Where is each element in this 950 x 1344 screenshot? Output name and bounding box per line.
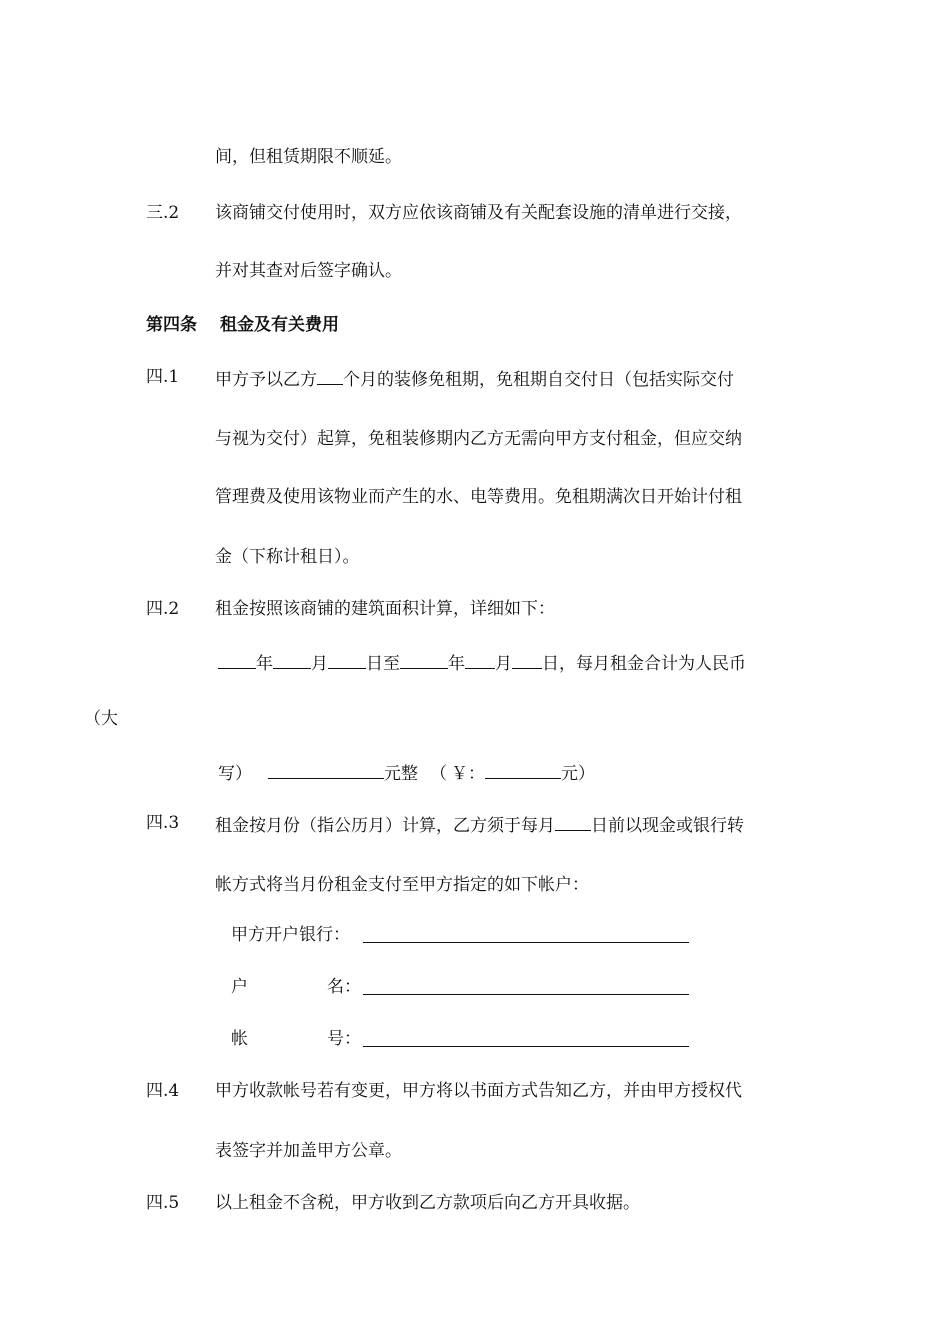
clause-3-2-line-1: 该商铺交付使用时，双方应依该商铺及有关配套设施的清单进行交接，	[215, 203, 742, 223]
clause-4-3-line-1	[215, 812, 744, 837]
end-year-blank[interactable]	[400, 650, 448, 669]
account-number-label-a: 帐	[231, 1029, 248, 1049]
clause-4-3-number: 四.3	[146, 813, 180, 833]
rent-period-line	[218, 650, 746, 675]
clause-3-1-continuation: 间，但租赁期限不顺延。	[215, 147, 402, 167]
monthly-rent-total-label: 日，每月租金合计为人民币	[542, 654, 746, 674]
clause-4-1-number: 四.1	[146, 367, 180, 387]
free-period-months-blank[interactable]	[317, 366, 343, 385]
start-year-blank[interactable]	[218, 650, 256, 669]
rent-amount-number-blank[interactable]	[485, 760, 561, 779]
rent-amount-line	[218, 760, 595, 785]
clause-4-4-number: 四.4	[146, 1081, 180, 1101]
rent-amount-uppercase-blank[interactable]	[268, 760, 384, 779]
clause-4-1-line-2: 与视为交付）起算，免租装修期内乙方无需向甲方支付租金，但应交纳	[215, 429, 742, 449]
yuan-close-label: 元）	[561, 764, 595, 784]
paren-open: （	[430, 764, 447, 784]
account-name-label-a: 户	[231, 977, 248, 997]
clause-4-2-line-1: 租金按照该商铺的建筑面积计算，详细如下：	[215, 599, 555, 619]
year-label: 年	[448, 654, 465, 674]
clause-4-4-line-1: 甲方收款帐号若有变更，甲方将以书面方式告知乙方，并由甲方授权代	[215, 1081, 742, 1101]
start-day-blank[interactable]	[328, 650, 366, 669]
month-label: 月	[495, 654, 512, 674]
day-to-label: 日至	[366, 654, 400, 674]
account-number-label-b: 号：	[327, 1029, 361, 1049]
account-name-label-b: 名：	[327, 977, 361, 997]
clause-4-1-text-a: 甲方予以乙方	[215, 370, 317, 390]
clause-4-1-text-b: 个月的装修免租期，免租期自交付日（包括实际交付	[343, 370, 734, 390]
payment-day-blank[interactable]	[555, 812, 591, 831]
yuan-zheng-label: 元整	[384, 764, 418, 784]
yen-label: ￥：	[451, 764, 485, 784]
bank-label: 甲方开户银行：	[231, 925, 350, 945]
uppercase-close-label: 写）	[218, 764, 252, 784]
end-month-blank[interactable]	[465, 650, 495, 669]
start-month-blank[interactable]	[273, 650, 311, 669]
clause-4-2-number: 四.2	[146, 599, 180, 619]
uppercase-open-label: （大	[84, 709, 118, 729]
clause-3-2-line-2: 并对其查对后签字确认。	[215, 261, 402, 281]
clause-4-1-line-4: 金（下称计租日）。	[215, 547, 360, 567]
year-label: 年	[256, 654, 273, 674]
account-number-field[interactable]	[363, 1046, 689, 1047]
clause-4-3-text-b: 日前以现金或银行转	[591, 816, 744, 836]
clause-4-3-text-a: 租金按月份（指公历月）计算，乙方须于每月	[215, 816, 555, 836]
bank-name-field[interactable]	[363, 942, 689, 943]
clause-3-2-number: 三.2	[146, 203, 180, 223]
clause-4-1-line-3: 管理费及使用该物业而产生的水、电等费用。免租期满次日开始计付租	[215, 487, 742, 507]
clause-4-3-line-2: 帐方式将当月份租金支付至甲方指定的如下帐户：	[215, 875, 589, 895]
account-name-field[interactable]	[363, 994, 689, 995]
article-4-title: 第四条	[146, 315, 197, 335]
clause-4-5-number: 四.5	[146, 1193, 180, 1213]
month-label: 月	[311, 654, 328, 674]
clause-4-5-line-1: 以上租金不含税，甲方收到乙方款项后向乙方开具收据。	[215, 1193, 640, 1213]
clause-4-1-line-1	[215, 366, 734, 391]
clause-4-4-line-2: 表签字并加盖甲方公章。	[215, 1141, 402, 1161]
article-4-heading: 租金及有关费用	[220, 315, 339, 335]
end-day-blank[interactable]	[512, 650, 542, 669]
